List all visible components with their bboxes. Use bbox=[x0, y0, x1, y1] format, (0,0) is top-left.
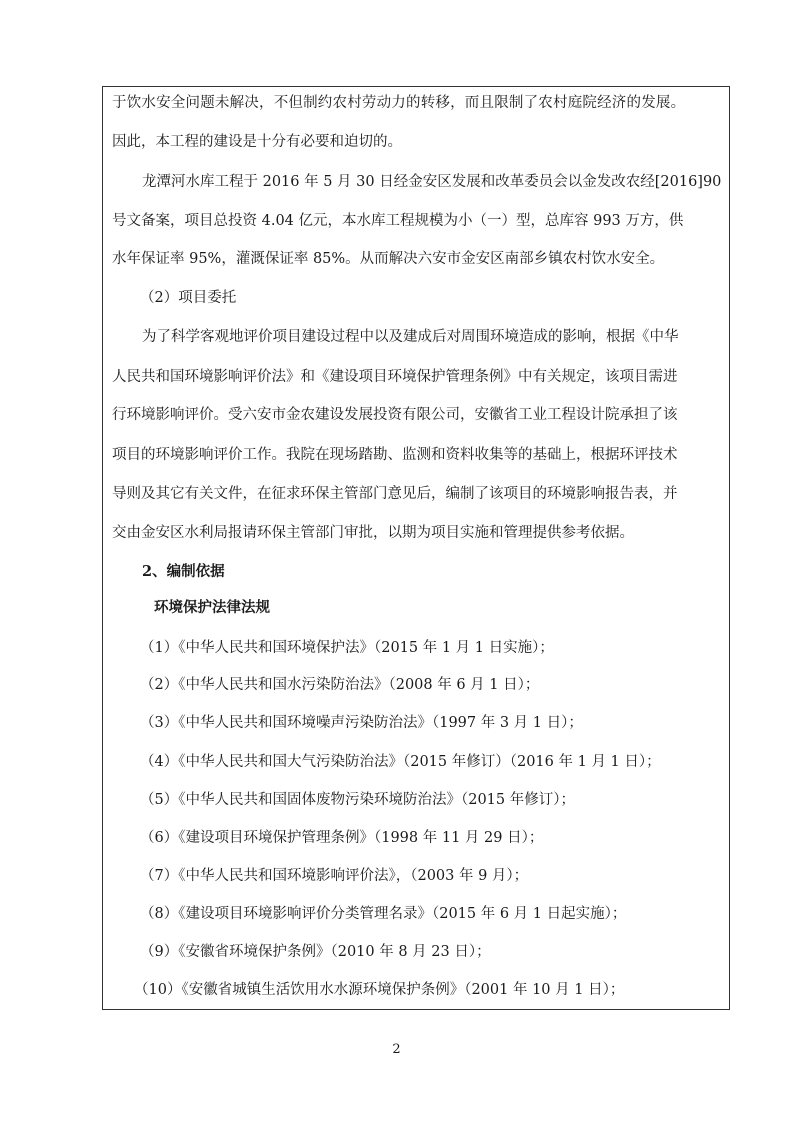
subheading-entrust: （2）项目委托 bbox=[140, 290, 237, 306]
law-item: （9）《安徽省环境保护条例》（2010 年 8 月 23 日）； bbox=[140, 944, 491, 960]
law-item: （5）《中华人民共和国固体废物污染环境防治法》（2015 年修订）； bbox=[140, 792, 575, 808]
page-number: 2 bbox=[392, 1042, 401, 1057]
text-line: 因此，本工程的建设是十分有必要和迫切的。 bbox=[112, 134, 402, 150]
text-line: 龙潭河水库工程于 2016 年 5 月 30 日经金安区发展和改革委员会以金发改农经[2016]90 bbox=[142, 174, 722, 190]
text-line: 项目的环境影响评价工作。我院在现场踏勘、监测和资料收集等的基础上，根据环评技术 bbox=[112, 447, 678, 463]
text-line: 人民共和国环境影响评价法》和《建设项目环境保护管理条例》中有关规定，该项目需进 bbox=[112, 369, 678, 385]
text-line: 导则及其它有关文件，在征求环保主管部门意见后，编制了该项目的环境影响报告表，并 bbox=[112, 486, 678, 502]
law-item: （1）《中华人民共和国环境保护法》（2015 年 1 月 1 日实施）； bbox=[140, 640, 554, 656]
law-item: （4）《中华人民共和国大气污染防治法》（2015 年修订）（2016 年 1 月 1 日）； bbox=[140, 754, 661, 770]
law-item: （10）《安徽省城镇生活饮用水水源环境保护条例》（2001 年 10 月 1 日）； bbox=[134, 982, 625, 998]
laws-heading: 环境保护法律法规 bbox=[154, 599, 270, 616]
law-item: （2）《中华人民共和国水污染防治法》（2008 年 6 月 1 日）； bbox=[140, 677, 540, 693]
text-line: 号文备案，项目总投资 4.04 亿元，本水库工程规模为小（一）型，总库容 993 万方，供 bbox=[112, 213, 684, 229]
law-item: （3）《中华人民共和国环境噪声污染防治法》（1997 年 3 月 1 日）； bbox=[140, 715, 583, 731]
text-line: 水年保证率 95%，灌溉保证率 85%。从而解决六安市金安区南部乡镇农村饮水安全。 bbox=[112, 251, 665, 267]
law-item: （7）《中华人民共和国环境影响评价法》，（2003 年 9 月）； bbox=[140, 868, 529, 884]
text-line: 交由金安区水利局报请环保主管部门审批，以期为项目实施和管理提供参考依据。 bbox=[112, 525, 634, 541]
law-item: （6）《建设项目环境保护管理条例》（1998 年 11 月 29 日）； bbox=[140, 830, 544, 846]
law-item: （8）《建设项目环境影响评价分类管理名录》（2015 年 6 月 1 日起实施）； bbox=[140, 906, 627, 922]
text-line: 为了科学客观地评价项目建设过程中以及建成后对周围环境造成的影响，根据《中华 bbox=[142, 329, 679, 345]
text-line: 行环境影响评价。受六安市金农建设发展投资有限公司，安徽省工业工程设计院承担了该 bbox=[112, 407, 678, 423]
text-line: 于饮水安全问题未解决，不但制约农村劳动力的转移，而且限制了农村庭院经济的发展。 bbox=[112, 95, 686, 111]
section-heading: 2、编制依据 bbox=[142, 563, 225, 580]
